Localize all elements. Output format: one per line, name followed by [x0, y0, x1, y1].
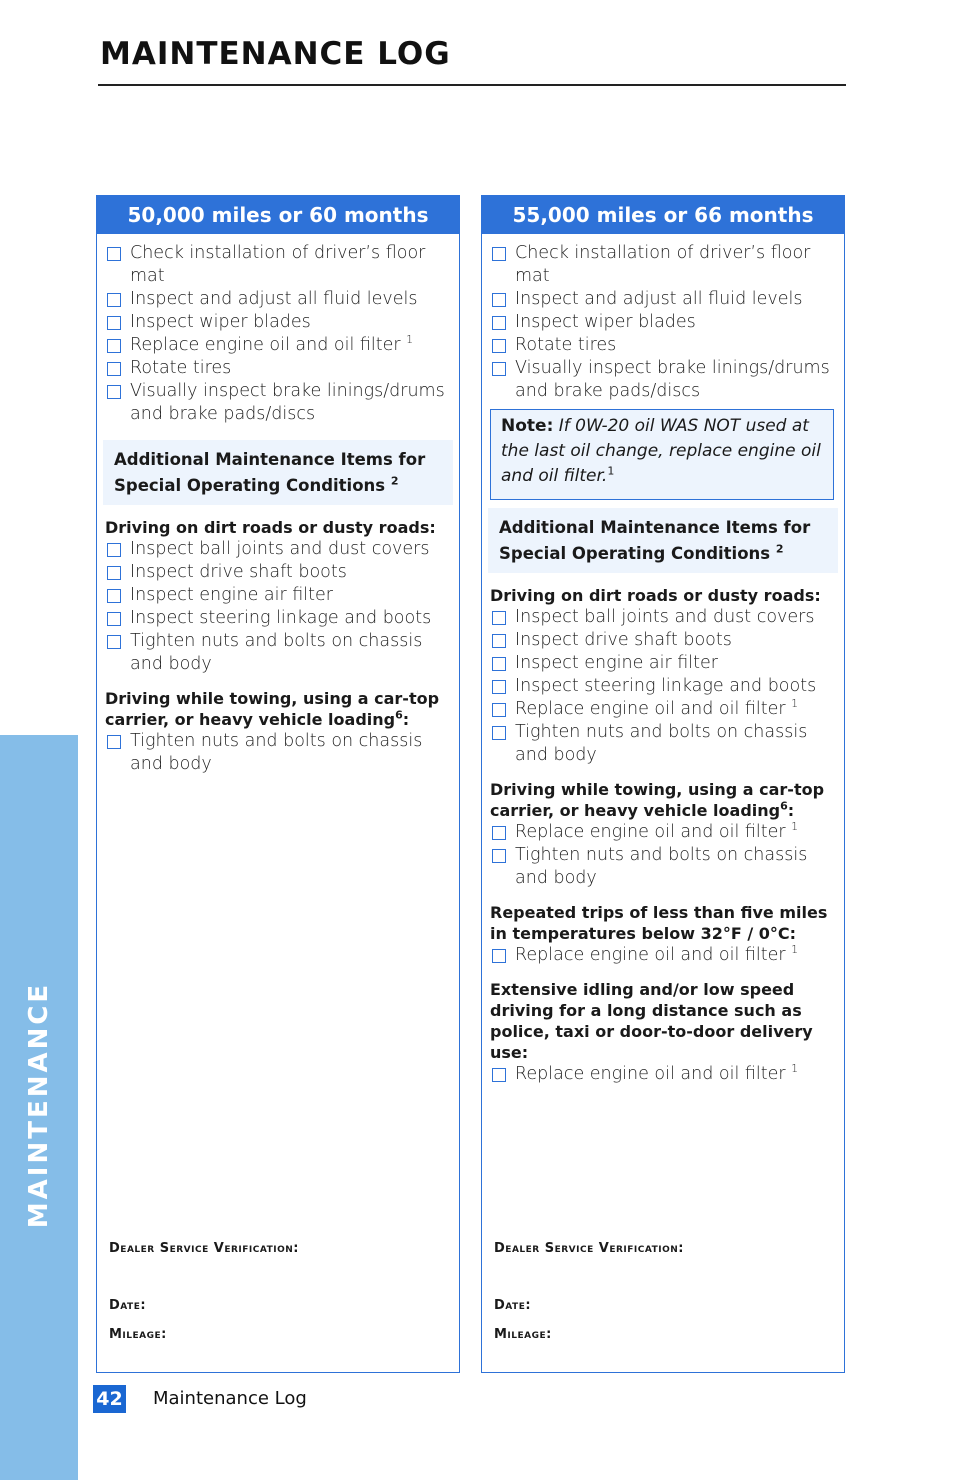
date-label: Date:: [494, 1298, 532, 1313]
footnote-ref: 1: [607, 464, 615, 478]
interval-body: [482, 234, 844, 1086]
checkbox-icon[interactable]: [107, 316, 121, 330]
date-label: Date:: [109, 1298, 147, 1313]
checklist-item-text: Replace engine oil and oil filter: [130, 335, 407, 355]
checkbox-icon[interactable]: [492, 247, 506, 261]
checklist-item: [105, 584, 451, 607]
checklist-item: [105, 630, 451, 676]
checklist-item-text: Inspect drive shaft boots: [130, 562, 347, 582]
interval-header: 50,000 miles or 60 months: [97, 196, 459, 234]
checkbox-icon[interactable]: [107, 566, 121, 580]
checklist-item: [490, 721, 836, 767]
interval-body: [97, 234, 459, 776]
checkbox-icon[interactable]: [492, 726, 506, 740]
condition-title-text: Driving while towing, using a car-top carrier, or heavy vehicle loading: [105, 689, 440, 729]
checklist-item-text: Inspect and adjust all fluid levels: [515, 289, 803, 309]
checkbox-icon[interactable]: [492, 1068, 506, 1082]
mileage-label: Mileage:: [494, 1327, 552, 1342]
checklist-item-text: Tighten nuts and bolts on chassis and body: [130, 731, 423, 774]
condition-title-text: Extensive idling and/or low speed driving for a long distance such as police, taxi or door-to-door delivery use:: [490, 980, 813, 1062]
checklist-item: [490, 606, 836, 629]
condition-title: [105, 517, 451, 538]
checklist-item-text: Inspect ball joints and dust covers: [515, 607, 815, 627]
checklist: [105, 242, 451, 426]
page-title: MAINTENANCE LOG: [100, 36, 451, 72]
checklist-item-text: Check installation of driver’s floor mat: [515, 243, 811, 286]
checkbox-icon[interactable]: [492, 611, 506, 625]
checkbox-icon[interactable]: [492, 657, 506, 671]
checkbox-icon[interactable]: [107, 385, 121, 399]
checklist-item-text: Inspect wiper blades: [130, 312, 311, 332]
checklist-item: [490, 311, 836, 334]
footnote-ref: 1: [791, 1062, 799, 1076]
checklist-item: [105, 311, 451, 334]
checklist-item: [105, 242, 451, 288]
checklist-item-text: Visually inspect brake linings/drums and brake pads/discs: [515, 358, 830, 401]
condition-title: [490, 779, 836, 821]
checkbox-icon[interactable]: [492, 849, 506, 863]
checklist-item-text: Visually inspect brake linings/drums and brake pads/discs: [130, 381, 445, 424]
footnote-ref: 1: [406, 333, 414, 347]
condition-title: [490, 979, 836, 1063]
checklist-item-text: Tighten nuts and bolts on chassis and body: [130, 631, 423, 674]
checklist-item-text: Inspect engine air filter: [130, 585, 333, 605]
mileage-label: Mileage:: [109, 1327, 167, 1342]
condition-list: [490, 585, 836, 1086]
checklist-item: [490, 334, 836, 357]
condition-list: [105, 517, 451, 776]
checklist-item: [490, 357, 836, 403]
checklist-item: [105, 357, 451, 380]
checkbox-icon[interactable]: [107, 247, 121, 261]
checkbox-icon[interactable]: [492, 293, 506, 307]
interval-card-50000: [96, 195, 460, 1373]
footnote-ref: 1: [791, 943, 799, 957]
dealer-verification-label: Dealer Service Verification:: [109, 1241, 300, 1256]
checkbox-icon[interactable]: [492, 826, 506, 840]
footnote-ref: 6: [780, 799, 788, 813]
checklist-item-text: Replace engine oil and oil filter: [515, 822, 792, 842]
title-divider: [98, 84, 846, 86]
condition-title-end: :: [402, 710, 410, 729]
checklist-item: [105, 380, 451, 426]
footnote-ref: 1: [791, 820, 799, 834]
checklist-item: [105, 730, 451, 776]
checklist-item-text: Inspect engine air filter: [515, 653, 718, 673]
checklist-item-text: Replace engine oil and oil filter: [515, 1064, 792, 1084]
checklist-item: [490, 242, 836, 288]
checkbox-icon[interactable]: [492, 362, 506, 376]
checkbox-icon[interactable]: [107, 339, 121, 353]
checkbox-icon[interactable]: [492, 339, 506, 353]
side-tab-label: MAINTENANCE: [24, 981, 54, 1229]
condition-title-text: Repeated trips of less than five miles in temperatures below 32°F / 0°C:: [490, 903, 828, 943]
checkbox-icon[interactable]: [492, 680, 506, 694]
checkbox-icon[interactable]: [492, 949, 506, 963]
condition-title-text: Driving while towing, using a car-top carrier, or heavy vehicle loading: [490, 780, 825, 820]
checklist-item: [490, 1063, 836, 1086]
condition-title: [490, 585, 836, 606]
checklist-item: [490, 944, 836, 967]
note-label: Note:: [501, 416, 554, 436]
special-conditions-title: Additional Maintenance Items for Special Operating Conditions: [499, 518, 811, 563]
checklist-item: [490, 675, 836, 698]
special-conditions-heading: [488, 508, 838, 573]
checklist-item-text: Rotate tires: [515, 335, 617, 355]
checklist: [490, 242, 836, 403]
checkbox-icon[interactable]: [107, 612, 121, 626]
checklist-item: [105, 288, 451, 311]
checkbox-icon[interactable]: [107, 543, 121, 557]
checklist-item-text: Replace engine oil and oil filter: [515, 945, 792, 965]
footnote-ref: 2: [390, 474, 399, 488]
footnote-ref: 6: [395, 708, 403, 722]
special-conditions-heading: [103, 440, 453, 505]
checklist-item-text: Inspect and adjust all fluid levels: [130, 289, 418, 309]
checklist-item: [105, 334, 451, 357]
condition-title-text: Driving on dirt roads or dusty roads:: [105, 518, 436, 537]
checklist-item-text: Inspect wiper blades: [515, 312, 696, 332]
condition-title: [105, 688, 451, 730]
checkbox-icon[interactable]: [107, 735, 121, 749]
oil-note: [490, 409, 834, 500]
footnote-ref: 1: [791, 697, 799, 711]
checklist-item: [490, 288, 836, 311]
page-number: 42: [93, 1385, 126, 1413]
checklist-item-text: Inspect drive shaft boots: [515, 630, 732, 650]
checkbox-icon[interactable]: [107, 293, 121, 307]
checkbox-icon[interactable]: [107, 362, 121, 376]
note-text: If 0W-20 oil WAS NOT used at the last oil change, replace engine oil and oil filter.: [501, 416, 821, 486]
checkbox-icon[interactable]: [492, 634, 506, 648]
checklist-item-text: Check installation of driver’s floor mat: [130, 243, 426, 286]
checklist-item: [105, 561, 451, 584]
checklist-item-text: Rotate tires: [130, 358, 232, 378]
checklist-item: [105, 538, 451, 561]
interval-card-55000: [481, 195, 845, 1373]
checkbox-icon[interactable]: [107, 589, 121, 603]
checklist-item: [490, 844, 836, 890]
checklist-item: [490, 629, 836, 652]
dealer-verification-label: Dealer Service Verification:: [494, 1241, 685, 1256]
checklist-item-text: Inspect ball joints and dust covers: [130, 539, 430, 559]
checklist-item-text: Inspect steering linkage and boots: [515, 676, 817, 696]
checklist-item: [105, 607, 451, 630]
checklist-item: [490, 698, 836, 721]
checklist-item: [490, 821, 836, 844]
footer-section-label: Maintenance Log: [153, 1388, 307, 1409]
special-conditions-title: Additional Maintenance Items for Special Operating Conditions: [114, 450, 426, 495]
checklist-item-text: Replace engine oil and oil filter: [515, 699, 792, 719]
checklist-item: [490, 652, 836, 675]
condition-title-end: :: [787, 801, 795, 820]
checkbox-icon[interactable]: [492, 316, 506, 330]
checklist-item-text: Inspect steering linkage and boots: [130, 608, 432, 628]
interval-header: 55,000 miles or 66 months: [482, 196, 844, 234]
footnote-ref: 2: [775, 542, 784, 556]
checklist-item-text: Tighten nuts and bolts on chassis and body: [515, 722, 808, 765]
checkbox-icon[interactable]: [492, 703, 506, 717]
checkbox-icon[interactable]: [107, 635, 121, 649]
condition-title: [490, 902, 836, 944]
condition-title-text: Driving on dirt roads or dusty roads:: [490, 586, 821, 605]
checklist-item-text: Tighten nuts and bolts on chassis and body: [515, 845, 808, 888]
